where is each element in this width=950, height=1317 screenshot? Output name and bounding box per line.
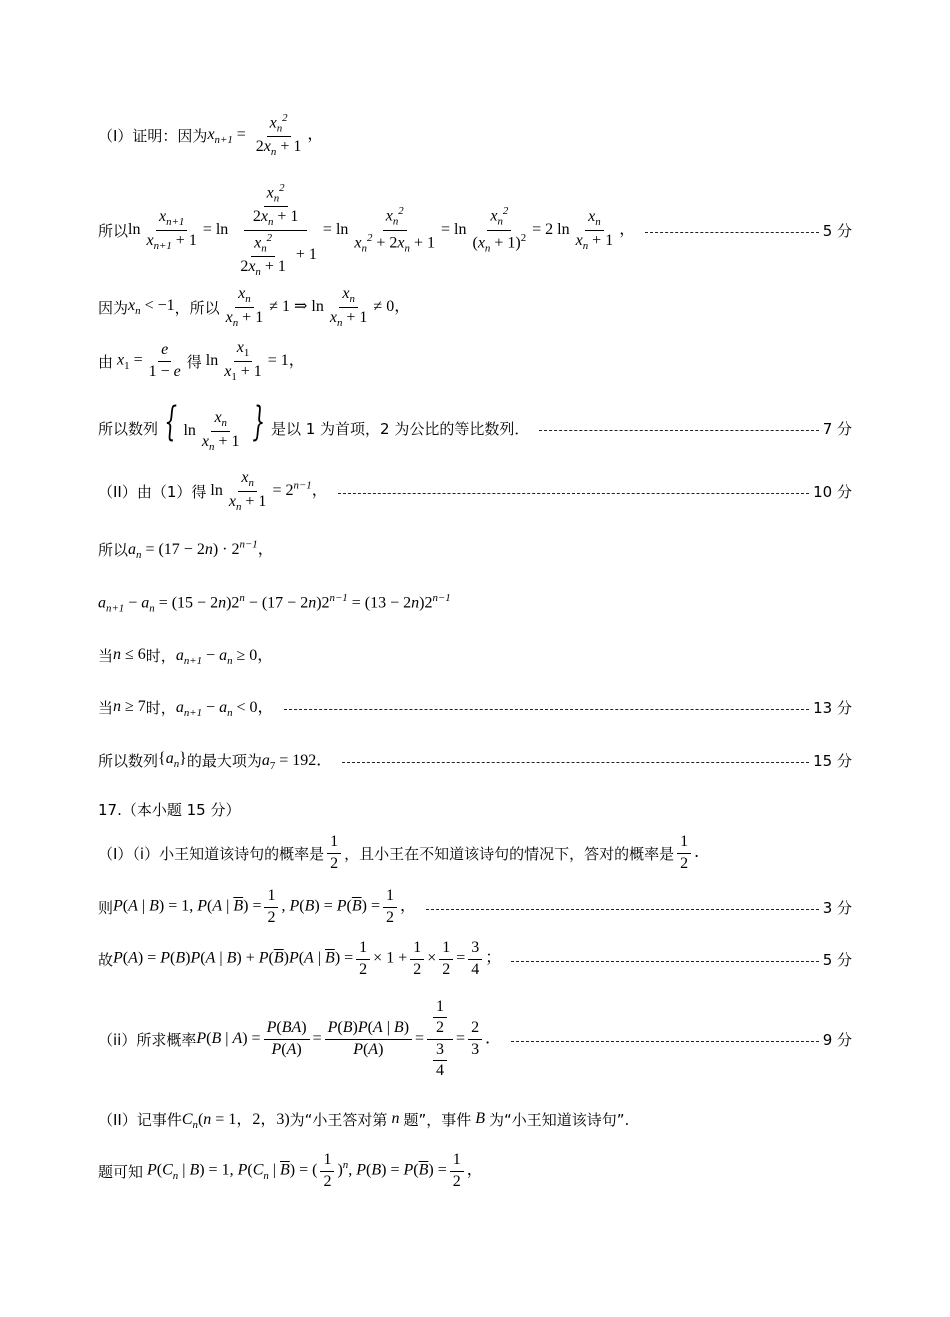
case1-line xyxy=(98,640,852,670)
q17-ii-text: （ii）所求概率 xyxy=(98,1030,197,1049)
an-line xyxy=(98,534,852,564)
max-term-line xyxy=(98,745,852,775)
formula-xn-lt: $x_n < -1$ xyxy=(128,296,175,318)
leader-dashes xyxy=(342,762,809,763)
q17-ii-line xyxy=(98,996,852,1082)
part2-text-a: （II）由（1）得 xyxy=(98,482,207,501)
score-5: 5 分 xyxy=(822,221,852,240)
leader-dashes xyxy=(511,961,818,962)
initial-text-b: 得 xyxy=(186,352,202,371)
an-text: 所以 xyxy=(98,540,129,559)
initial-text-a: 由 xyxy=(98,352,114,371)
nonzero-text-b: ，所以 xyxy=(174,298,220,317)
leader-dashes xyxy=(511,1041,819,1042)
formula-x1: $x_1$ = $\frac{e}{1 - e}$ xyxy=(113,341,181,380)
score-3: 3 分 xyxy=(822,898,852,917)
q17-i-line xyxy=(98,830,852,876)
q17-II-line xyxy=(98,1104,852,1134)
formula-Cn-def: $C_n(n = 1$，2，3) xyxy=(181,1111,290,1132)
q17-i-text-b: ，且小王在不知道该诗句的情况下，答对的概率是 xyxy=(344,844,675,863)
q17-known-line xyxy=(98,1148,852,1194)
leader-dashes xyxy=(539,430,818,431)
proof-intro-text: （I）证明：因为 xyxy=(98,126,208,145)
part2-line xyxy=(98,468,852,514)
formula-Cn-probs: $P(C_n$ | B) = 1, $P(C_n$ | $\overline{B}$) = ( $\frac{1}{2}$ )$^n$, $P(B) = P(\overline{B})$ = $\frac{1}{2}$ ， xyxy=(143,1151,483,1190)
q17-II-text-b: 为“小王答对第 xyxy=(289,1110,388,1129)
leader-dashes xyxy=(426,909,819,910)
initial-line xyxy=(98,338,852,384)
proof-intro-line xyxy=(98,112,852,158)
q17-known-text: 题可知 xyxy=(98,1162,144,1181)
formula-half: $\frac{1}{2}$ xyxy=(327,833,341,873)
q17-so-text: 故 xyxy=(98,950,114,969)
leader-dashes xyxy=(645,232,818,233)
q17-II-text-c: 题”，事件 xyxy=(403,1110,472,1129)
formula-n-ge-7: n ≥ 7 xyxy=(113,698,146,715)
leader-dashes xyxy=(284,709,810,710)
q17-then-text: 则 xyxy=(98,898,114,917)
leader-dashes xyxy=(338,493,809,494)
max-term-text-b: 的最大项为 xyxy=(186,751,262,770)
q17-then-line xyxy=(98,884,852,930)
nonzero-text-a: 因为 xyxy=(98,298,129,317)
formula-log-chain: ln $\frac{x_{n+1}}{x_{n+1} + 1}$ = ln $\frac{x_n^2}{2x_n + 1}$ $\frac{x_n^2}{2x_n + 1}$ + 1 = ln $\frac{x_n^2}{x_n^2 + 2x_n + 1}$ = ln $\frac{x_n^2}{(x_n + 1)^2}$ = 2 ln $\frac{x_n}{x_n + 1}$ ， xyxy=(128,181,636,278)
formula-ln-x1: ln $\frac{x_1}{x_1 + 1}$ = 1， xyxy=(201,338,305,383)
q17-title-line xyxy=(98,796,852,822)
formula-difference: $a_{n+1} - a_n = (15 - 2n)2^n - (17 - 2n)2^{n-1} = (13 - 2n)2^{n-1}$ xyxy=(98,591,451,615)
formula-diff-lt: $a_{n+1} - a_n < 0$， xyxy=(175,699,274,720)
score-10: 10 分 xyxy=(813,482,852,501)
formula-B: B xyxy=(471,1110,489,1127)
formula-half-end: $\frac{1}{2}$ ． xyxy=(674,833,710,873)
formula-seq-set: { ln $\frac{x_n}{x_n + 1}$ } xyxy=(164,399,265,454)
q17-i-text-a: （I）（i）小王知道该诗句的概率是 xyxy=(98,844,325,863)
formula-ln-2pow: ln $\frac{x_n}{x_n + 1}$ = $2^{n-1}$， xyxy=(206,468,328,513)
case1-text-a: 当 xyxy=(98,646,114,665)
formula-an: $a_n = (17 - 2n) \cdot 2^{n-1}$， xyxy=(128,539,274,562)
formula-total-prob: P(A) = P(B)P(A | $B) + P(\overline{B})P(A$ | $\overline{B}$) = $\frac{1}{2}$ × 1 + $\frac{1}{2}$ × $\frac{1}{2}$ = $\frac{3}{4}$ ； xyxy=(113,939,502,978)
log-transform-line xyxy=(98,180,852,280)
q17-so-line xyxy=(98,936,852,982)
case2-text-a: 当 xyxy=(98,698,114,717)
q17-II-text-a: （II）记事件 xyxy=(98,1110,182,1129)
formula-seq-an: $\{a_n\}$ xyxy=(158,749,187,771)
max-term-text-a: 所以数列 xyxy=(98,751,159,770)
score-15: 15 分 xyxy=(813,751,852,770)
score-7: 7 分 xyxy=(822,419,852,438)
formula-a7: $a_7 = 192$． xyxy=(261,752,333,773)
q17-title: 17.（本小题 15 分） xyxy=(98,800,241,819)
sequence-text-a: 所以数列 xyxy=(98,419,159,438)
q17-II-text-d: 为“小王知道该诗句”. xyxy=(489,1110,630,1129)
case2-line xyxy=(98,692,852,722)
score-5b: 5 分 xyxy=(822,950,852,969)
formula-xn1-def: $x_{n+1}$ = $\frac{x_n^2}{2x_n + 1}$ ， xyxy=(207,111,324,158)
formula-conditional-probs: P(A | B) = 1, P(A | $\overline{B}$) = $\frac{1}{2}$ , $P(B) = P(\overline{B})$ = $\frac{1}{2}$ ， xyxy=(113,887,416,926)
case2-text-b: 时， xyxy=(145,698,176,717)
sequence-text-b: 是以 1 为首项，2 为公比的等比数列． xyxy=(270,419,530,438)
score-9: 9 分 xyxy=(822,1030,852,1049)
nonzero-line xyxy=(98,284,852,330)
difference-line xyxy=(98,588,852,618)
formula-bayes: P(B | A) = $\frac{P(BA)}{P(A)}$ = $\frac{P(B)P(A | B)}{P(A)}$ = $\frac{\frac{1}{2}}{\frac{3}{4}}$ = $\frac{2}{3}$ ． xyxy=(196,997,502,1079)
sequence-line xyxy=(98,399,852,454)
formula-diff-ge: $a_{n+1} - a_n \ge 0$， xyxy=(175,647,274,668)
formula-ratio-ne: $\frac{x_n}{x_n + 1}$ ≠ 1 ⇒ ln $\frac{x_n}{x_n + 1}$ ≠ 0， xyxy=(225,284,411,329)
log-transform-lead: 所以 xyxy=(98,221,129,240)
case1-text-b: 时， xyxy=(145,646,176,665)
formula-n-le-6: n ≤ 6 xyxy=(113,646,146,663)
score-13: 13 分 xyxy=(813,698,852,717)
formula-n: n xyxy=(387,1110,404,1127)
